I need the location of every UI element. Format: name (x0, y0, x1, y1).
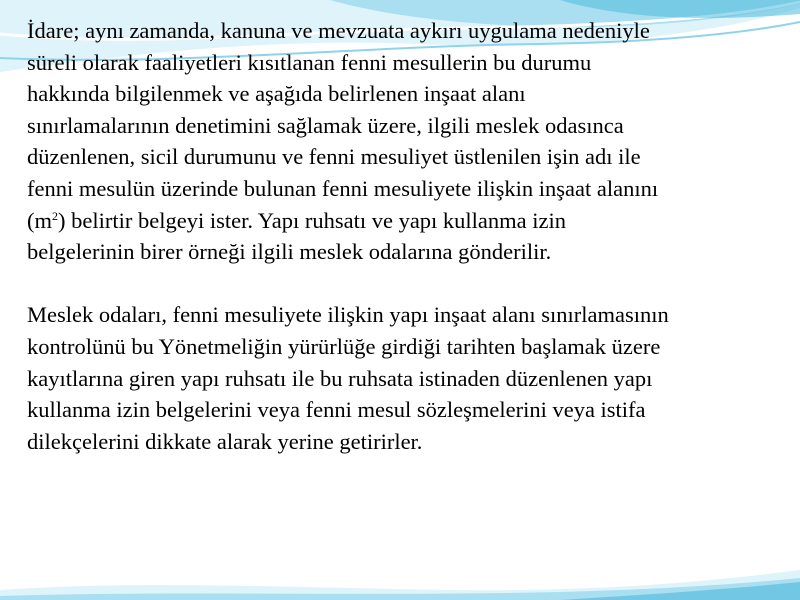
line-remainder: ) belirtir belgeyi ister. Yapı ruhsatı ve yapı kullanma izin (58, 207, 567, 233)
slide-body-text (27, 15, 797, 457)
text-line: kayıtlarına giren yapı ruhsatı ile bu ruhsata istinaden düzenlenen yapı (27, 365, 653, 391)
text-line: İdare; aynı zamanda, kanuna ve mevzuata aykırı uygulama nedeniyle (27, 18, 650, 43)
text-line: belgelerinin birer örneği ilgili meslek odalarına gönderilir. (27, 239, 552, 265)
text-line: hakkında bilgilenmek ve aşağıda belirlenen inşaat alanı (27, 81, 526, 107)
paragraph-meslek-odalari (27, 299, 797, 457)
text-line: kontrolünü bu Yönetmeliğin yürürlüğe girdiği tarihten başlamak üzere (27, 333, 661, 359)
paragraph-idare (27, 15, 797, 268)
text-line-with-superscript (27, 205, 797, 237)
text-line: dilekçelerini dikkate alarak yerine getirirler. (27, 428, 423, 454)
text-line: süreli olarak faaliyetleri kısıtlanan fenni mesullerin bu durumu (27, 49, 592, 75)
unit-open: (m (27, 207, 52, 233)
text-line: fenni mesulün üzerinde bulunan fenni mesuliyete ilişkin inşaat alanını (27, 175, 659, 201)
text-line: düzenlenen, sicil durumunu ve fenni mesuliyet üstlenilen işin adı ile (27, 144, 641, 170)
text-line: Meslek odaları, fenni mesuliyete ilişkin yapı inşaat alanı sınırlamasının (27, 302, 669, 328)
text-line: sınırlamalarının denetimini sağlamak üzere, ilgili meslek odasınca (27, 112, 624, 138)
text-line: kullanma izin belgelerini veya fenni mesul sözleşmelerini veya istifa (27, 397, 646, 423)
bottom-swoosh-decoration (0, 560, 800, 600)
superscript-two: 2 (52, 208, 58, 223)
